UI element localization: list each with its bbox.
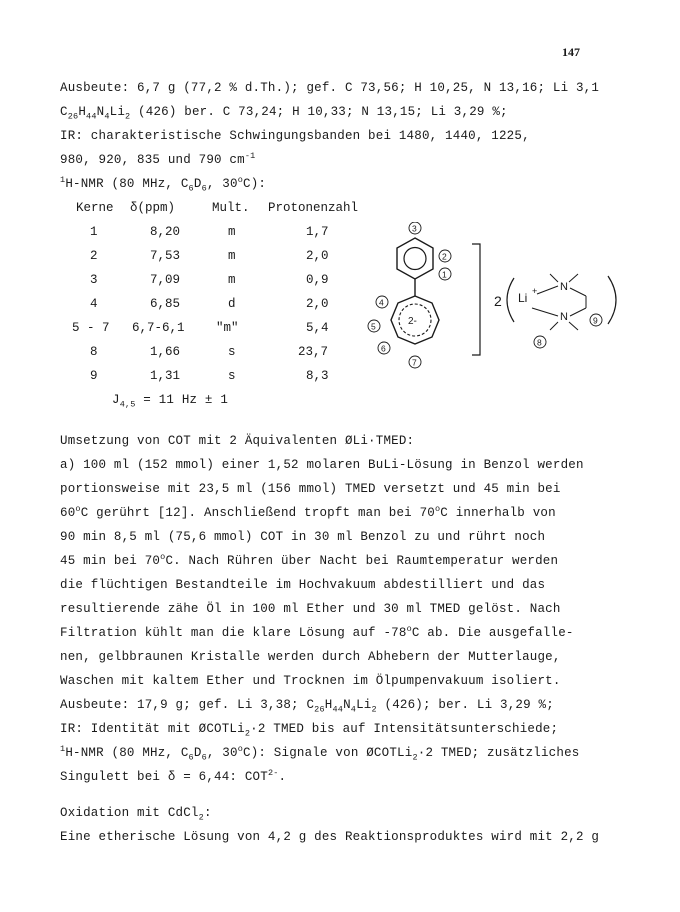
ethylene-bridge-3 [570,308,586,316]
svg-text:3: 3 [412,223,417,234]
table-cell: 8,3 [306,369,329,383]
section-heading: Umsetzung von COT mit 2 Äquivalenten ØLi·TMED: [60,434,415,448]
table-cell: s [228,369,236,383]
position-label-9 [590,314,602,326]
svg-text:7: 7 [412,357,417,368]
body-line: die flüchtigen Bestandteile im Hochvakuum abdestilliert und das [60,578,546,592]
nmr-table [0,0,400,420]
coefficient: 2 [494,293,502,309]
body-line: portionsweise mit 23,5 ml (156 mmol) TMED versetzt und 45 min bei [60,482,561,496]
singlet-line: Singulett bei δ = 6,44: $COT^{2-}$. [60,767,287,784]
yield-line-2: Ausbeute: 17,9 g; gef. Li 3,38; $C_{26}H_{44}N_4Li_2$ (426); ber. Li 3,29 %; [60,698,554,715]
table-cell: 1,66 [150,345,181,359]
table-cell: 5,4 [306,321,329,335]
ir-line-1: IR: charakteristische Schwingungsbanden bei 1480, 1440, 1225, [60,129,530,143]
charge-label: 2- [408,316,417,327]
position-label-6 [378,342,390,354]
lithium-charge: + [532,286,538,296]
table-cell: d [228,297,236,311]
li-n-bond-bottom [532,308,558,316]
table-cell: s [228,345,236,359]
table-cell: 23,7 [298,345,329,359]
position-label-5 [368,320,380,332]
svg-text:8: 8 [537,337,542,348]
body-line: Filtration kühlt man die klare Lösung auf -78$^o$C ab. Die ausgefalle- [60,623,574,640]
nitrogen-top: N [560,281,568,293]
table-cell: 1,31 [150,369,181,383]
right-paren [608,276,616,324]
n-methyl-2 [569,274,578,282]
table-cell: m [228,249,236,263]
position-label-1 [439,268,451,280]
left-paren [507,278,514,322]
table-cell: 3 [90,273,98,287]
position-label-4 [376,296,388,308]
formula-line-1: $C_{26}H_{44}N_4Li_2$ (426) ber. C 73,24; H 10,33; N 13,15; Li 3,29 %; [60,105,508,122]
body-line: a) 100 ml (152 mmol) einer 1,52 molaren BuLi-Lösung in Benzol werden [60,458,584,472]
table-cell: 2,0 [306,249,329,263]
coupling-constant: $J_{4,5} = 11$ Hz ± 1 [112,393,229,410]
nmr-heading: $^1$H-NMR (80 MHz, $C_6D_6$, 30$^o$C): [60,174,267,194]
ethylene-bridge-1 [570,288,586,296]
phenyl-inner-ring [404,248,426,270]
position-label-2 [439,250,451,262]
table-cell: m [228,225,236,239]
table-cell: 6,85 [150,297,181,311]
body-line: resultierende zähe Öl in 100 ml Ether und 30 ml TMED gelöst. Nach [60,602,561,616]
bracket [472,244,480,355]
ir-line-2: 980, 920, 835 und 790 $cm^{-1}$ [60,150,256,167]
table-cell: m [228,273,236,287]
body-line: Waschen mit kaltem Ether und Trocknen im Ölpumpenvakuum isoliert. [60,674,561,688]
li-n-bond-top [537,286,558,294]
table-cell: 0,9 [306,273,329,287]
svg-text:1: 1 [442,269,447,280]
n-methyl-4 [569,322,578,330]
oxidation-heading: Oxidation mit CdCl$_2$: [60,806,212,823]
phenyl-ring [397,238,433,279]
body-line: Eine etherische Lösung von 4,2 g des Reaktionsproduktes wird mit 2,2 g [60,830,600,844]
table-cell: 6,7-6,1 [132,321,185,335]
svg-text:4: 4 [379,297,384,308]
table-cell: 8 [90,345,98,359]
position-label-7 [409,356,421,368]
n-methyl-3 [550,322,558,330]
svg-text:5: 5 [371,321,376,332]
position-label-8 [534,336,546,348]
ir-line-3: IR: Identität mit ØCOTLi$_2$·2 TMED bis auf Intensitätsunterschiede; [60,722,559,739]
table-header-delta: δ(ppm) [130,201,176,215]
body-line: 90 min 8,5 ml (75,6 mmol) COT in 30 ml Benzol zu und rührt noch [60,530,546,544]
table-cell: 7,09 [150,273,181,287]
table-cell: "m" [216,321,239,335]
table-cell: 4 [90,297,98,311]
n-methyl-1 [550,274,558,282]
position-label-3 [409,222,421,234]
svg-text:9: 9 [593,315,598,326]
table-header-protonenzahl: Protonenzahl [268,201,359,215]
table-cell: 9 [90,369,98,383]
nitrogen-bottom: N [560,311,568,323]
page-number: 147 [562,45,580,59]
yield-line-1: Ausbeute: 6,7 g (77,2 % d.Th.); gef. C 73,56; H 10,25, N 13,16; Li 3,1 [60,81,600,95]
table-header-kerne: Kerne [76,201,114,215]
table-cell: 5 - 7 [72,321,110,335]
nmr-line-2: $^1$H-NMR (80 MHz, $C_6D_6$, 30$^o$C): Signale von ØCOTLi$_2$·2 TMED; zusätzliches [60,743,580,763]
table-cell: 1,7 [306,225,329,239]
body-line: nen, gelbbraunen Kristalle werden durch Abhebern der Mutterlauge, [60,650,561,664]
structure-diagram [360,222,640,372]
table-cell: 7,53 [150,249,181,263]
body-line: 60$^o$C gerührt [12]. Anschließend tropft man bei 70$^o$C innerhalb von [60,503,556,520]
body-line: 45 min bei 70$^o$C. Nach Rühren über Nacht bei Raumtemperatur werden [60,551,559,568]
table-cell: 2 [90,249,98,263]
table-header-mult: Mult. [212,201,250,215]
table-cell: 2,0 [306,297,329,311]
lithium-label: Li [518,291,528,305]
svg-text:2: 2 [442,251,447,262]
svg-text:6: 6 [381,343,386,354]
table-cell: 8,20 [150,225,181,239]
table-cell: 1 [90,225,98,239]
